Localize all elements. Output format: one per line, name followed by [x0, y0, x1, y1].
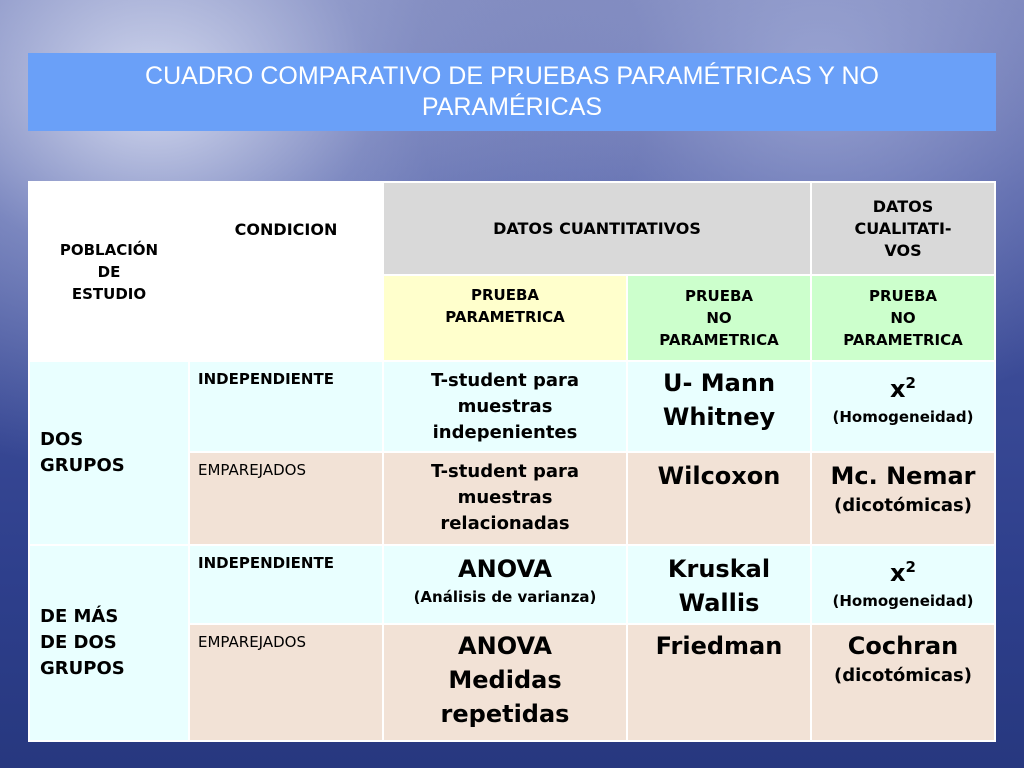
- slide-title-text: [72, 61, 952, 123]
- test-line: U- Mann: [662, 369, 776, 397]
- parametrica-cell: [383, 361, 627, 452]
- header-condicion-label: CONDICION: [234, 220, 338, 239]
- cualitativa-cell: [811, 361, 995, 452]
- test-line: relacionadas: [440, 513, 570, 534]
- test-line: Wallis: [678, 589, 760, 617]
- condicion-label: EMPAREJADOS: [198, 633, 306, 651]
- test-line: Wilcoxon: [657, 462, 781, 490]
- subheader-line: PRUEBA: [684, 287, 753, 305]
- header-poblacion: [29, 182, 189, 361]
- title-line-2: PARAMÉRICAS: [421, 93, 603, 121]
- group-label-line: GRUPOS: [40, 455, 125, 476]
- test-line: Whitney: [662, 403, 776, 431]
- cualitativa-cell: [811, 624, 995, 741]
- group-label-line: DOS: [40, 429, 84, 450]
- header-cuantitativos-label: DATOS CUANTITATIVOS: [493, 218, 701, 238]
- subheader-line: PARAMETRICA: [843, 331, 963, 349]
- test-line: T-student para: [430, 370, 580, 391]
- group-dos-grupos: [29, 361, 189, 545]
- subheader-line: PRUEBA: [470, 286, 539, 304]
- group-label-line: GRUPOS: [40, 658, 125, 679]
- slide-title: [28, 53, 996, 131]
- test-line: indepenientes: [432, 422, 578, 443]
- comparison-table: [28, 181, 996, 742]
- header-cualitativos-line: DATOS: [872, 196, 934, 216]
- test-main: ANOVA: [458, 555, 552, 583]
- header-cualitativos: [811, 182, 995, 275]
- subheader-no-parametrica: [627, 275, 811, 361]
- subheader-line: PARAMETRICA: [659, 331, 779, 349]
- test-line: ANOVA: [458, 632, 552, 660]
- condicion-label: EMPAREJADOS: [198, 461, 306, 479]
- condicion-label: INDEPENDIENTE: [198, 554, 334, 572]
- subheader-cualitativa: [811, 275, 995, 361]
- test-line: muestras: [457, 487, 553, 508]
- test-line: repetidas: [440, 700, 570, 728]
- test-main: Mc. Nemar: [830, 462, 976, 490]
- subheader-parametrica: [383, 275, 627, 361]
- test-note: (dicotómicas): [834, 665, 972, 686]
- cualitativa-cell: [811, 545, 995, 624]
- header-poblacion-line: POBLACIÓN: [59, 240, 159, 259]
- header-condicion: [189, 182, 383, 361]
- test-line: Friedman: [655, 632, 783, 660]
- condicion-cell: [189, 624, 383, 741]
- header-cualitativos-line: VOS: [884, 240, 922, 260]
- test-note: (Análisis de varianza): [413, 588, 597, 606]
- test-line: Medidas: [448, 666, 562, 694]
- test-line: muestras: [457, 396, 553, 417]
- header-cuantitativos: [383, 182, 811, 275]
- chi-square-label: [812, 550, 994, 590]
- subheader-line: NO: [890, 309, 916, 327]
- test-note: (Homogeneidad): [832, 592, 974, 610]
- subheader-line: PRUEBA: [868, 287, 937, 305]
- header-poblacion-line: DE: [97, 262, 121, 281]
- title-line-1: CUADRO COMPARATIVO DE PRUEBAS PARAMÉTRICAS Y NO: [145, 62, 879, 90]
- no-parametrica-cell: [627, 624, 811, 741]
- parametrica-cell: [383, 624, 627, 741]
- test-line: Kruskal: [667, 555, 771, 583]
- no-parametrica-cell: [627, 545, 811, 624]
- no-parametrica-cell: [627, 361, 811, 452]
- group-label-line: DE MÁS: [40, 606, 119, 627]
- test-superscript: 2: [905, 374, 916, 392]
- condicion-cell: [189, 545, 383, 624]
- header-poblacion-line: ESTUDIO: [71, 284, 147, 303]
- subheader-line: PARAMETRICA: [445, 308, 565, 326]
- parametrica-cell: [383, 452, 627, 545]
- subheader-line: NO: [706, 309, 732, 327]
- no-parametrica-cell: [627, 452, 811, 545]
- test-line: T-student para: [430, 461, 580, 482]
- condicion-cell: [189, 361, 383, 452]
- group-mas-de-dos-grupos: [29, 545, 189, 741]
- header-cualitativos-line: CUALITATI-: [854, 218, 952, 238]
- test-note: (dicotómicas): [834, 495, 972, 516]
- condicion-label: INDEPENDIENTE: [198, 370, 334, 388]
- chi-square-label: [812, 366, 994, 406]
- condicion-cell: [189, 452, 383, 545]
- test-main: x: [890, 559, 906, 587]
- test-note: (Homogeneidad): [832, 408, 974, 426]
- test-superscript: 2: [905, 558, 916, 576]
- group-label-line: DE DOS: [40, 632, 117, 653]
- cualitativa-cell: [811, 452, 995, 545]
- test-main: x: [890, 375, 906, 403]
- test-main: Cochran: [847, 632, 959, 660]
- parametrica-cell: [383, 545, 627, 624]
